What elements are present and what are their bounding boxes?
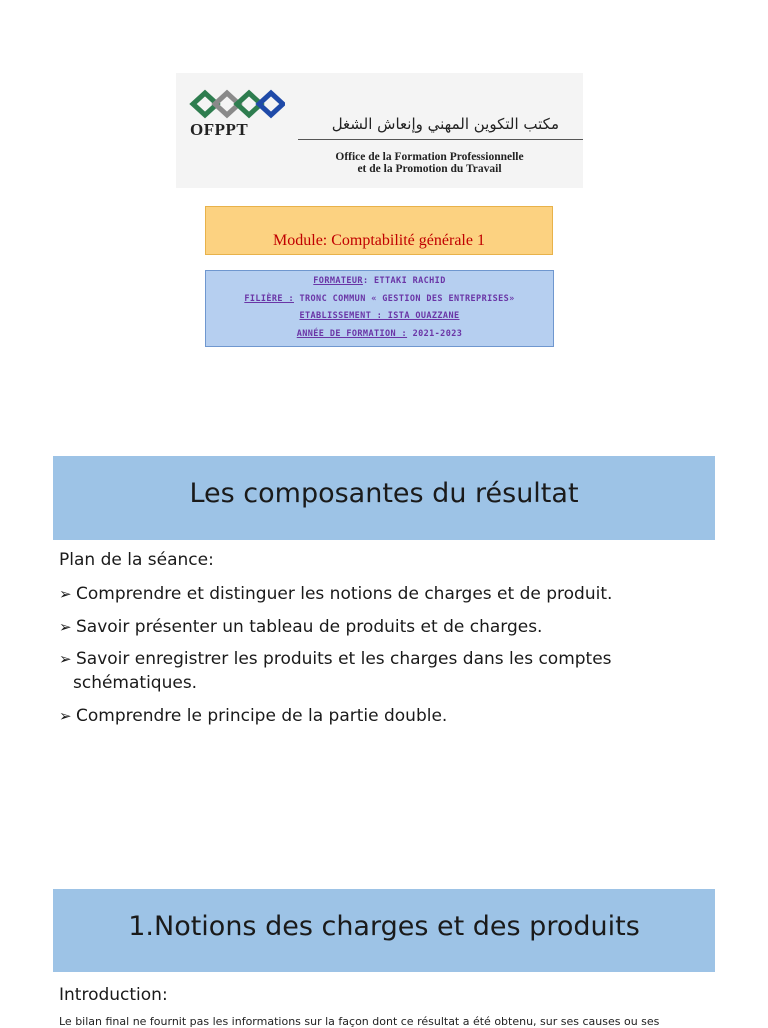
formateur-value: : ETTAKI RACHID (362, 276, 446, 286)
ofppt-chain-logo-icon (189, 89, 285, 119)
formateur-line (206, 273, 553, 291)
introduction-label: Introduction: (59, 985, 168, 1005)
module-box (205, 206, 553, 255)
logo-office-line: Office de la Formation Professionnelle (335, 151, 524, 163)
arrow-bullet-icon: ➢ (59, 618, 72, 636)
logo-acronym: OFPPT (190, 120, 249, 139)
filiere-line (206, 291, 553, 309)
bullet-text: Comprendre le principe de la partie double. (76, 706, 448, 726)
annee-line (206, 326, 553, 344)
filiere-value: TRONC COMMUN « GESTION DES ENTREPRISES» (293, 293, 515, 304)
logo-divider (298, 139, 583, 140)
section-header-composantes (53, 456, 715, 540)
bullet-item (59, 706, 447, 726)
bullet-item (59, 584, 612, 604)
formateur-key: FORMATEUR (313, 276, 363, 286)
etablissement-line (206, 308, 553, 326)
bullet-item (59, 649, 612, 669)
etablissement-text: ETABLISSEMENT : ISTA OUAZZANE (299, 311, 460, 321)
module-label: Module: Comptabilité générale 1 (273, 232, 485, 249)
filiere-key: FILIÈRE : (244, 293, 294, 304)
introduction-paragraph: Le bilan final ne fournit pas les informations sur la façon dont ce résultat a été obtenu, sur ses causes ou ses (59, 1015, 660, 1028)
plan-label: Plan de la séance: (59, 550, 214, 570)
arrow-bullet-icon: ➢ (59, 707, 72, 725)
bullet-text: Comprendre et distinguer les notions de charges et de produit. (76, 584, 613, 604)
logo-promotion-line: et de la Promotion du Travail (357, 163, 502, 175)
arrow-bullet-icon: ➢ (59, 650, 72, 668)
course-info-box (205, 270, 554, 347)
bullet-text: Savoir présenter un tableau de produits et de charges. (76, 617, 543, 637)
bullet-continuation: schématiques. (73, 673, 198, 693)
logo-arabic-name: مكتب التكوين المهني وإنعاش الشغل (331, 115, 559, 133)
section-title: 1.Notions des charges et des produits (128, 911, 640, 942)
arrow-bullet-icon: ➢ (59, 585, 72, 603)
bullet-text: Savoir enregistrer les produits et les charges dans les comptes (76, 649, 612, 669)
section-title: Les composantes du résultat (189, 478, 579, 509)
bullet-item (59, 617, 542, 637)
annee-key: ANNÉE DE FORMATION : (296, 328, 408, 339)
section-header-notions (53, 889, 715, 972)
ofppt-logo-banner (176, 73, 583, 188)
annee-value: 2021-2023 (407, 328, 463, 339)
